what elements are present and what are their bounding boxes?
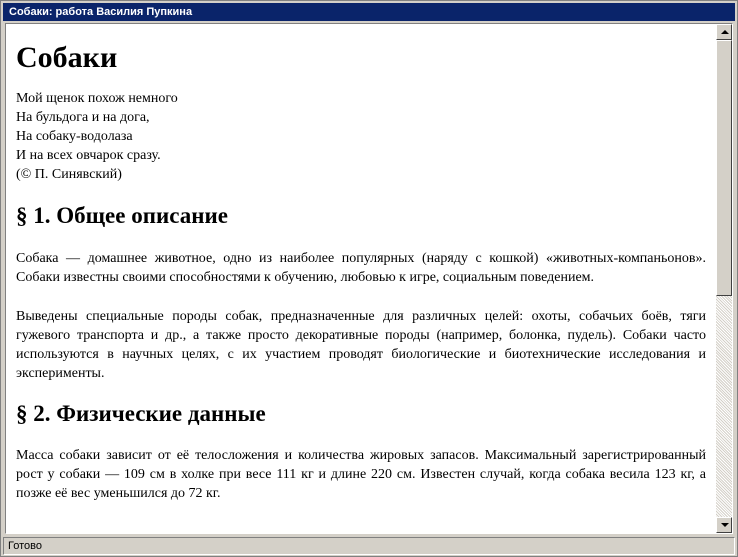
content-viewport[interactable] (5, 23, 733, 534)
epigraph-poem (16, 89, 706, 184)
poem-author: (© П. Синявский) (16, 167, 122, 182)
scrollbar-thumb[interactable] (716, 40, 732, 296)
arrow-down-icon (721, 523, 729, 527)
status-bar: Готово (3, 537, 735, 555)
poem-line: И на всех овчарок сразу. (16, 148, 161, 163)
scroll-down-button[interactable] (716, 517, 732, 533)
paragraph-physical: Масса собаки зависит от её телосложения и количества жировых запасов. Максимальный зарегистрированный рост у собаки — 109 см в холке при весе 111 кг и длине 220 см. Известен случай, когда собака весила 123 кг, а позже её вес уменьшился до 72 кг. (16, 448, 706, 501)
poem-line: На бульдога и на дога, (16, 110, 150, 125)
section-heading-physical: § 2. Физические данные (16, 401, 266, 426)
poem-line: На собаку-водолаза (16, 129, 133, 144)
paragraph-description: Собака — домашнее животное, одно из наиболее популярных (наряду с кошкой) «животных-компаньонов». Собаки известны своими способностями к обучению, любовью к игре, социальным поведением. (16, 251, 706, 285)
paragraph-breeds: Выведены специальные породы собак, предназначенные для различных целей: охоты, собачьих боёв, тяги гужевого транспорта и др., а также просто декоративные породы (например, болонка, пудель). Собаки часто используются в научных целях, с их участием проводят биологические и биотехнические исследования и эксперименты. (16, 309, 706, 381)
vertical-scrollbar[interactable] (716, 24, 732, 533)
poem-line: Мой щенок похож немного (16, 91, 178, 106)
document-content (16, 24, 706, 533)
arrow-up-icon (721, 30, 729, 34)
section-heading-general: § 1. Общее описание (16, 203, 228, 228)
page-heading: Собаки (16, 41, 118, 74)
scroll-up-button[interactable] (716, 24, 732, 40)
window-title: Собаки: работа Василия Пупкина (3, 3, 735, 21)
